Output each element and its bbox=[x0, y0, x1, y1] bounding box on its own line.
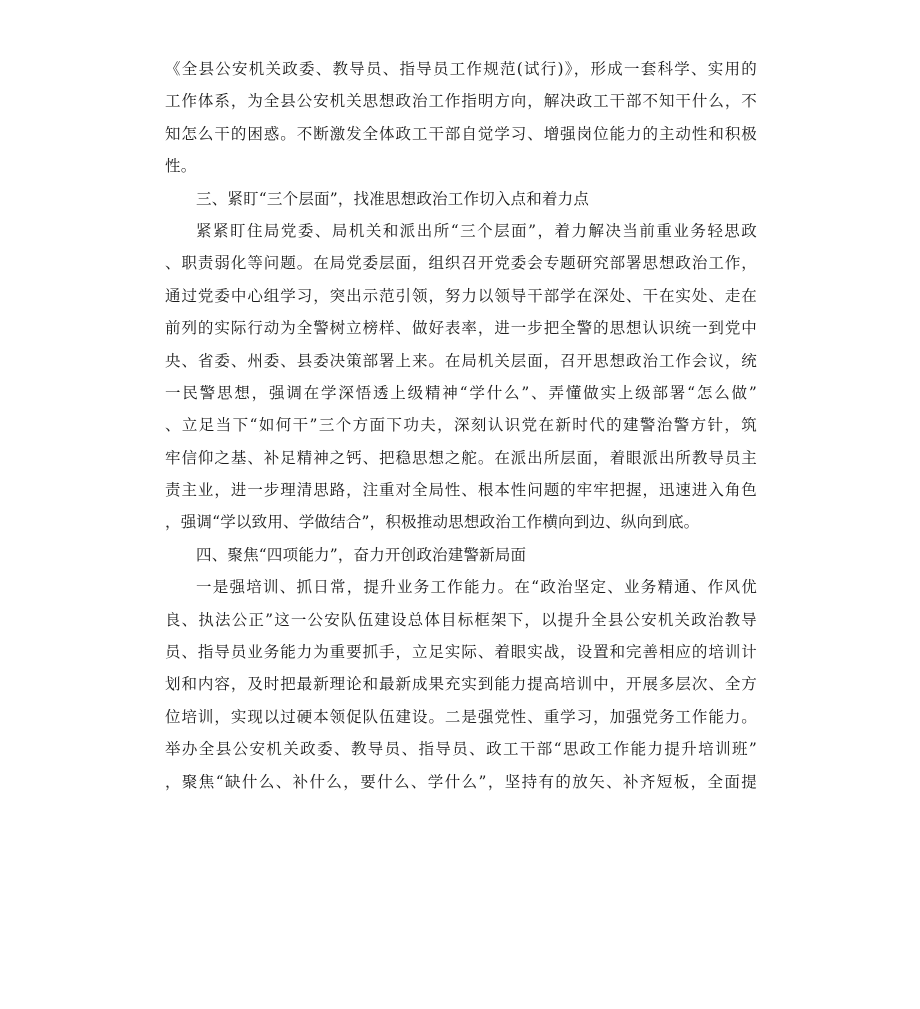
text-line: 央、省委、州委、县委决策部署上来。在局机关层面，召开思想政治工作会议，统 bbox=[165, 351, 757, 370]
text-line: 通过党委中心组学习，突出示范引领，努力以领导干部学在深处、干在实处、走在 bbox=[165, 286, 757, 305]
document-body bbox=[165, 53, 757, 798]
text-line: 、立足当下“如何干”三个方面下功夫，深刻认识党在新时代的建警治警方针，筑 bbox=[165, 416, 757, 435]
text-line: 一是强培训、抓日常，提升业务工作能力。在“政治坚定、业务精通、作风优 bbox=[196, 578, 757, 597]
text-line: 知怎么干的困惑。不断激发全体政工干部自觉学习、增强岗位能力的主动性和积极 bbox=[165, 124, 757, 143]
section-heading: 四、聚焦“四项能力”，奋力开创政治建警新局面 bbox=[196, 545, 527, 564]
text-line: 牢信仰之基、补足精神之钙、把稳思想之舵。在派出所层面，着眼派出所教导员主 bbox=[165, 448, 757, 467]
text-line: 工作体系，为全县公安机关思想政治工作指明方向，解决政工干部不知干什么，不 bbox=[165, 92, 757, 111]
text-line: 责主业，进一步理清思路，注重对全局性、根本性问题的牢牢把握，迅速进入角色 bbox=[165, 481, 757, 500]
text-line: 员、指导员业务能力为重要抓手，立足实际、着眼实战，设置和完善相应的培训计 bbox=[165, 643, 757, 662]
text-line: 、职责弱化等问题。在局党委层面，组织召开党委会专题研究部署思想政治工作， bbox=[165, 254, 757, 273]
text-line: 一民警思想，强调在学深悟透上级精神“学什么”、弄懂做实上级部署“怎么做” bbox=[165, 383, 757, 402]
text-line: 性。 bbox=[165, 157, 197, 176]
text-line: 《全县公安机关政委、教导员、指导员工作规范(试行)》，形成一套科学、实用的 bbox=[165, 60, 757, 78]
text-line: 举办全县公安机关政委、教导员、指导员、政工干部“思政工作能力提升培训班” bbox=[165, 740, 757, 759]
text-line: 划和内容，及时把最新理论和最新成果充实到能力提高培训中，开展多层次、全方 bbox=[165, 675, 757, 694]
text-line: 紧紧盯住局党委、局机关和派出所“三个层面”，着力解决当前重业务轻思政 bbox=[196, 221, 757, 240]
text-line: ，聚焦“缺什么、补什么，要什么、学什么”，坚持有的放矢、补齐短板，全面提 bbox=[165, 772, 757, 791]
section-heading: 三、紧盯“三个层面”，找准思想政治工作切入点和着力点 bbox=[196, 189, 590, 208]
text-line: 位培训，实现以过硬本领促队伍建设。二是强党性、重学习，加强党务工作能力。 bbox=[165, 707, 757, 726]
text-line: 良、执法公正”这一公安队伍建设总体目标框架下，以提升全县公安机关政治教导 bbox=[165, 610, 757, 629]
text-line: 前列的实际行动为全警树立榜样、做好表率，进一步把全警的思想认识统一到党中 bbox=[165, 319, 757, 338]
text-line: ，强调“学以致用、学做结合”，积极推动思想政治工作横向到边、纵向到底。 bbox=[165, 513, 700, 532]
